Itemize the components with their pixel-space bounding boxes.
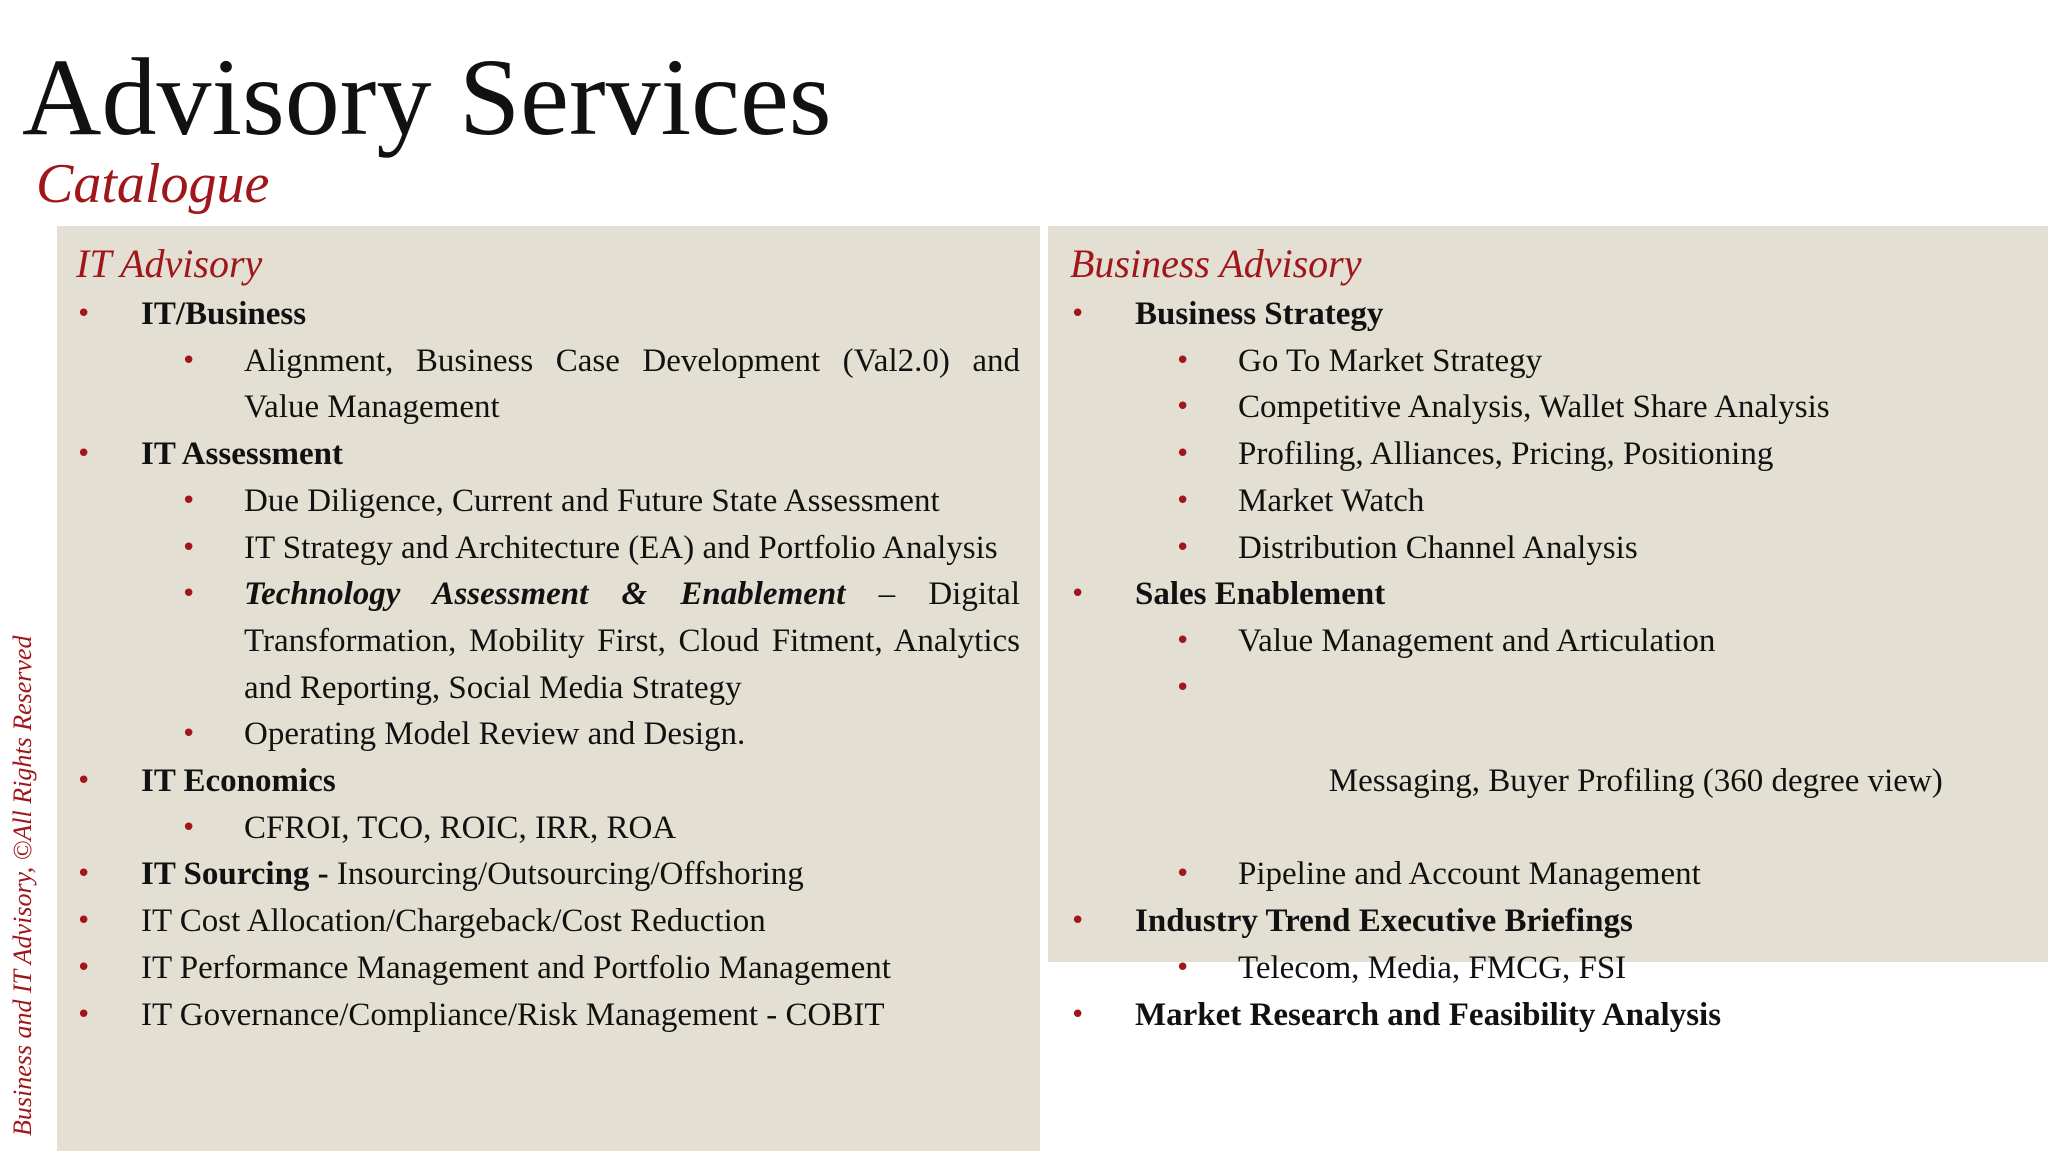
bullet-icon: • xyxy=(1175,532,1191,563)
sub-item xyxy=(1173,618,2028,665)
list-item-performance xyxy=(76,945,1020,992)
sub-item xyxy=(179,338,1020,431)
sub-item-text: Market Watch xyxy=(1238,482,1425,519)
sub-item xyxy=(1173,665,2028,852)
sub-item-text: Telecom, Media, FMCG, FSI xyxy=(1238,949,1627,986)
bullet-icon: • xyxy=(76,859,92,890)
sub-list xyxy=(179,478,1020,758)
sub-list xyxy=(1173,618,2028,898)
sub-item xyxy=(1173,525,2028,572)
sub-item xyxy=(179,805,1020,852)
item-label: Sales Enablement xyxy=(1135,576,1386,613)
sub-item-text: Pipeline and Account Management xyxy=(1238,856,1701,893)
bullet-icon: • xyxy=(1070,299,1086,329)
copyright-note: Business and IT Advisory, ©All Rights Reserved xyxy=(8,635,37,1136)
bullet-icon: • xyxy=(181,719,197,750)
sub-item xyxy=(1173,945,2028,992)
list-item-governance xyxy=(76,992,1020,1039)
bullet-icon: • xyxy=(1175,439,1191,470)
business-advisory-panel xyxy=(1048,226,2048,1033)
bullet-icon: • xyxy=(1070,999,1086,1030)
it-advisory-list xyxy=(76,291,1020,1038)
bullet-icon: • xyxy=(76,999,92,1030)
bullet-icon: • xyxy=(76,906,92,937)
list-item-industry-trend xyxy=(1070,898,2028,991)
bullet-icon: • xyxy=(1175,672,1191,703)
bullet-icon: • xyxy=(1070,579,1086,610)
page-subtitle: Catalogue xyxy=(36,153,270,215)
item-label: Business Strategy xyxy=(1135,296,1384,332)
sub-item-text: Messaging, Buyer Profiling (360 degree view) xyxy=(1320,763,1943,800)
bullet-icon: • xyxy=(181,485,197,516)
sub-item xyxy=(179,711,1020,758)
bullet-icon: • xyxy=(181,579,197,610)
bullet-icon: • xyxy=(76,766,92,797)
list-item-sales-enablement xyxy=(1070,571,2028,898)
item-label: IT Assessment xyxy=(141,436,344,473)
sub-item-label: Technology Assessment & Enablement xyxy=(244,576,846,613)
bullet-icon: • xyxy=(76,439,92,470)
item-label: IT Economics xyxy=(141,763,336,800)
list-item-it-economics xyxy=(76,758,1020,851)
item-label: IT Sourcing - xyxy=(141,856,329,893)
sub-item xyxy=(1173,431,2028,478)
sub-list xyxy=(1173,945,2028,992)
sub-item xyxy=(179,525,1020,572)
list-item-business-strategy xyxy=(1070,291,2028,571)
sub-item xyxy=(179,478,1020,525)
item-text: IT Governance/Compliance/Risk Management - COBIT xyxy=(141,996,885,1033)
item-label: Market Research and Feasibility Analysis xyxy=(1135,996,1722,1033)
sub-item-text: – Digital Transformation, Mobility First, Cloud Fitment, Analytics and Reporting, Social Media Strategy xyxy=(244,576,1020,706)
sub-item-technology xyxy=(179,571,1020,711)
bullet-icon: • xyxy=(76,299,92,329)
business-advisory-title: Business Advisory xyxy=(1070,241,1362,286)
item-text: IT Cost Allocation/Chargeback/Cost Reduction xyxy=(141,903,766,940)
bullet-icon: • xyxy=(181,345,197,376)
business-advisory-list xyxy=(1070,291,2028,1038)
bullet-icon: • xyxy=(181,532,197,563)
bullet-icon: • xyxy=(1070,906,1086,937)
list-item-cost-allocation xyxy=(76,898,1020,945)
bullet-icon: • xyxy=(76,952,92,983)
sub-item-text: IT Strategy and Architecture (EA) and Portfolio Analysis xyxy=(244,529,998,566)
sub-item-text: Profiling, Alliances, Pricing, Positioning xyxy=(1238,436,1774,473)
bullet-icon: • xyxy=(1175,625,1191,656)
sub-item-text: Value Management and Articulation xyxy=(1238,622,1716,659)
sub-item xyxy=(1173,338,2028,385)
sub-item xyxy=(1173,478,2028,525)
it-advisory-title: IT Advisory xyxy=(76,241,263,286)
bullet-icon: • xyxy=(1175,859,1191,890)
sub-item-text: Operating Model Review and Design. xyxy=(244,716,746,753)
item-text: Insourcing/Outsourcing/Offshoring xyxy=(328,856,804,893)
item-label: IT/Business xyxy=(141,296,307,332)
sub-list xyxy=(179,805,1020,852)
page-title: Advisory Services xyxy=(22,36,832,158)
sub-item-text: Alignment, Business Case Development (Val2.0) and Value Management xyxy=(244,342,1020,426)
sub-list xyxy=(179,338,1020,431)
sub-item xyxy=(1173,384,2028,431)
bullet-icon: • xyxy=(1175,952,1191,983)
item-text: IT Performance Management and Portfolio Management xyxy=(141,949,891,986)
bullet-icon: • xyxy=(1175,345,1191,376)
bullet-icon: • xyxy=(1175,392,1191,423)
sub-item-text: Due Diligence, Current and Future State Assessment xyxy=(244,482,940,519)
it-advisory-panel xyxy=(57,226,1040,1151)
sub-item-text: CFROI, TCO, ROIC, IRR, ROA xyxy=(244,809,677,846)
bullet-icon: • xyxy=(181,812,197,843)
list-item-market-research xyxy=(1070,992,2028,1039)
list-item-it-sourcing xyxy=(76,851,1020,898)
item-label: Industry Trend Executive Briefings xyxy=(1135,903,1633,940)
list-item-it-assessment xyxy=(76,431,1020,758)
sub-list xyxy=(1173,338,2028,572)
sub-item xyxy=(1173,851,2028,898)
list-item-it-business xyxy=(76,291,1020,431)
sub-item-text: Go To Market Strategy xyxy=(1238,342,1543,379)
sub-item-text: Distribution Channel Analysis xyxy=(1238,529,1638,566)
bullet-icon: • xyxy=(1175,485,1191,516)
sub-item-text: Competitive Analysis, Wallet Share Analysis xyxy=(1238,389,1830,426)
